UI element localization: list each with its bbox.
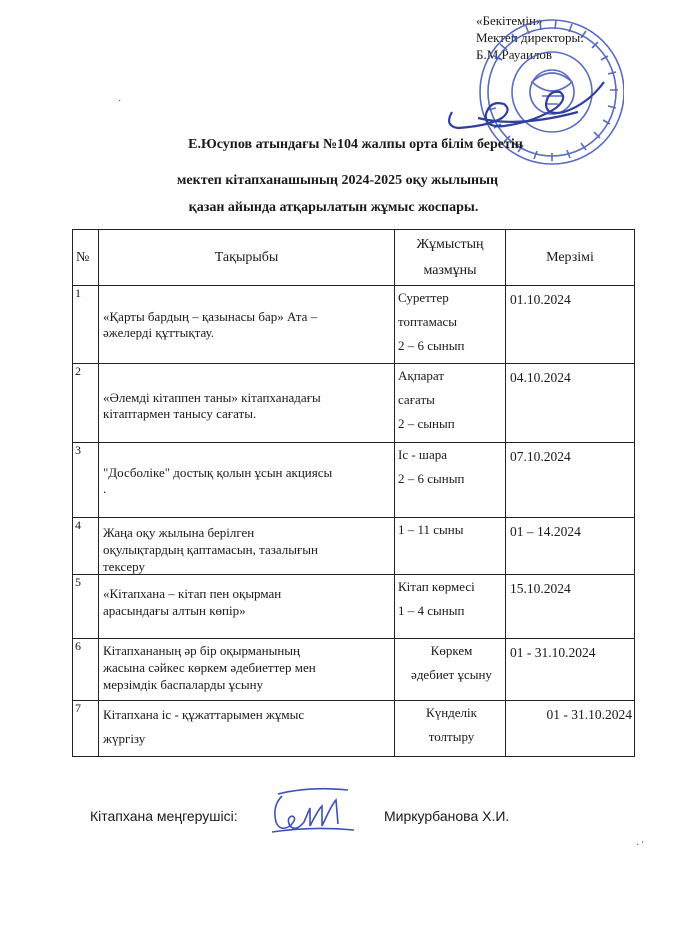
row-number: 3	[73, 443, 99, 518]
row-topic-line: «Қарты бардың – қазынасы бар» Ата –	[103, 309, 318, 324]
row-content-line: Көркем	[430, 643, 473, 658]
row-content	[395, 286, 506, 364]
row-content-line: Кітап көрмесі	[398, 579, 475, 594]
row-content-line: 1 – 11 сыны	[398, 522, 464, 537]
row-content-line: 2 – сынып	[398, 416, 455, 431]
row-number: 6	[73, 639, 99, 701]
table-row	[73, 639, 635, 701]
table-header-row	[73, 230, 635, 286]
row-topic	[99, 443, 395, 518]
row-content-line: сағаты	[398, 392, 435, 407]
official-stamp-icon	[434, 4, 624, 194]
row-number: 2	[73, 364, 99, 443]
row-content-line: толтыру	[428, 729, 475, 744]
row-topic-line: арасындағы алтын көпір»	[103, 603, 246, 618]
row-content-line: 2 – 6 сынып	[398, 338, 465, 353]
row-content-line: Іс - шара	[398, 447, 447, 462]
row-content	[395, 639, 506, 701]
row-date: 15.10.2024	[506, 575, 635, 639]
header-content	[395, 230, 506, 286]
row-date: 01 - 31.10.2024	[506, 639, 635, 701]
document-title-line-1: Е.Юсупов атындағы №104 жалпы орта білім беретін	[188, 137, 523, 152]
row-topic-line: Кітапхананың әр бір оқырманының	[103, 643, 300, 658]
librarian-label: Кітапхана меңгерушісі:	[90, 808, 238, 824]
row-content	[395, 443, 506, 518]
row-topic-line: жасына сәйкес көркем әдебиеттер мен	[103, 660, 316, 675]
row-topic	[99, 518, 395, 575]
header-number: №	[73, 230, 99, 286]
row-topic-line: .	[103, 481, 107, 496]
row-number: 4	[73, 518, 99, 575]
row-topic-line: Жаңа оқу жылына берілген	[103, 525, 255, 540]
row-date: 04.10.2024	[506, 364, 635, 443]
signature-icon	[268, 786, 358, 838]
header-date: Мерзімі	[506, 230, 635, 286]
row-topic-line: «Кітапхана – кітап пен оқырман	[103, 586, 282, 601]
row-topic-line: жүргізу	[103, 731, 146, 746]
row-topic-line: оқулықтардың қаптамасын, тазалығын	[103, 542, 319, 557]
row-topic-line: кітаптармен танысу сағаты.	[103, 406, 257, 421]
document-title-line-3: қазан айында атқарылатын жұмыс жоспары.	[188, 200, 479, 215]
scan-mark-icon: ·	[118, 96, 122, 107]
row-content-line: Суреттер	[398, 290, 449, 305]
row-topic	[99, 639, 395, 701]
row-date: 01.10.2024	[506, 286, 635, 364]
librarian-name: Миркурбанова Х.И.	[384, 808, 510, 824]
table-row	[73, 443, 635, 518]
row-content-line: әдебиет ұсыну	[411, 667, 492, 682]
approval-director-name: Б.М.Рауаилов	[476, 47, 553, 62]
row-content-line: Күнделік	[426, 705, 477, 720]
scan-mark-icon: · '	[636, 840, 644, 851]
row-topic-line: "Досболіке" достық қолын ұсын акциясы	[103, 465, 333, 480]
row-date: 01 - 31.10.2024	[506, 701, 635, 757]
row-number: 7	[73, 701, 99, 757]
row-number: 5	[73, 575, 99, 639]
table-row	[73, 701, 635, 757]
row-topic-line: тексеру	[103, 559, 145, 574]
row-date: 01 – 14.2024	[506, 518, 635, 575]
table-row	[73, 575, 635, 639]
table-row	[73, 518, 635, 575]
header-topic: Тақырыбы	[99, 230, 395, 286]
row-topic	[99, 701, 395, 757]
header-content-line-1: Жұмыстың	[416, 236, 484, 252]
row-content-line: Ақпарат	[398, 368, 445, 383]
row-content-line: 2 – 6 сынып	[398, 471, 465, 486]
row-topic-line: Кітапхана іс - құжаттарымен жұмыс	[103, 707, 305, 722]
approval-heading: «Бекітемін»	[476, 13, 543, 28]
row-content	[395, 364, 506, 443]
row-content-line: 1 – 4 сынып	[398, 603, 465, 618]
row-date: 07.10.2024	[506, 443, 635, 518]
row-content	[395, 518, 506, 575]
row-content	[395, 701, 506, 757]
row-topic-line: мерзімдік баспаларды ұсыну	[103, 677, 264, 692]
approval-position: Мектеп директоры:	[476, 30, 584, 45]
row-number: 1	[73, 286, 99, 364]
row-topic-line: «Әлемді кітаппен таны» кітапханадағы	[103, 390, 321, 405]
row-topic-line: әжелерді құттықтау.	[103, 325, 215, 340]
row-content-line: топтамасы	[398, 314, 457, 329]
row-topic	[99, 575, 395, 639]
table-row	[73, 286, 635, 364]
table-row	[73, 364, 635, 443]
header-content-line-2: мазмұны	[423, 262, 477, 278]
document-title-line-2: мектеп кітапханашының 2024-2025 оқу жылының	[176, 173, 499, 188]
work-plan-table	[72, 229, 635, 757]
row-content	[395, 575, 506, 639]
row-topic	[99, 364, 395, 443]
row-topic	[99, 286, 395, 364]
